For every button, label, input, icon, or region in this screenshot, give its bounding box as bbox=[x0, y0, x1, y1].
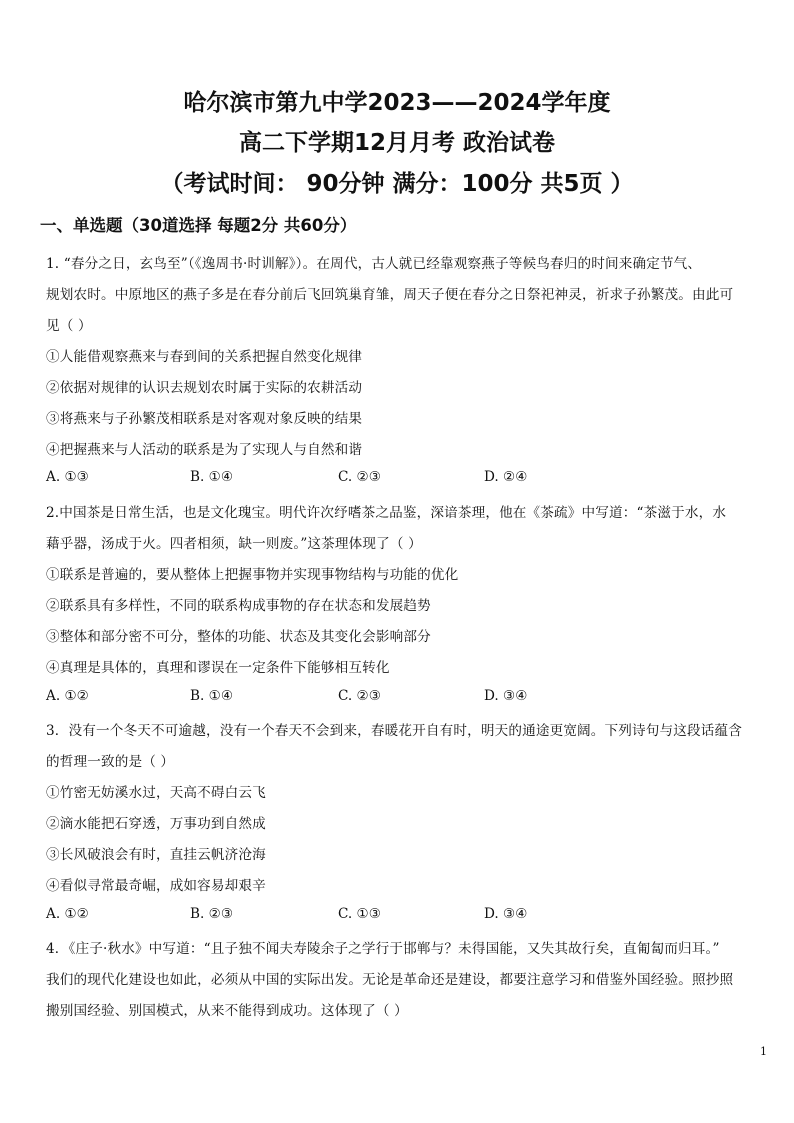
question-1-option-a: A. ①③ bbox=[46, 469, 89, 485]
section-heading: 一、单选题（30道选择 每题2分 共60分） bbox=[40, 216, 357, 235]
question-4-stem-line-2: 我们的现代化建设也如此，必须从中国的实际出发。无论是革命还是建设，都要注意学习和借鉴外国经验。照抄照 bbox=[46, 972, 734, 988]
question-1-item-2: ②依据对规律的认识去规划农时属于实际的农耕活动 bbox=[46, 380, 363, 396]
question-1-stem-line-1: 1. “春分之日，玄鸟至”（《逸周书·时训解》）。在周代，古人就已经靠观察燕子等候鸟春归的时间来确定节气、 bbox=[46, 256, 702, 272]
question-2-option-d: D. ③④ bbox=[484, 688, 528, 704]
question-3-item-3: ③长风破浪会有时，直挂云帆济沧海 bbox=[46, 847, 266, 863]
question-3-option-a: A. ①② bbox=[46, 906, 89, 922]
question-2-stem-line-2: 藉乎器，汤成于火。四者相须，缺一则废。”这茶理体现了（ ） bbox=[46, 536, 422, 552]
exam-title-school-year: 哈尔滨市第九中学2023——2024学年度 bbox=[183, 90, 611, 116]
question-2-item-1: ①联系是普遍的，要从整体上把握事物并实现事物结构与功能的优化 bbox=[46, 567, 459, 583]
question-2-stem-line-1: 2.中国茶是日常生活，也是文化瑰宝。明代许次纾嗜茶之品鉴，深谙茶理，他在《茶疏》中写道：“茶滋于水，水 bbox=[46, 505, 727, 521]
exam-title-subject: 高二下学期12月月考 政治试卷 bbox=[238, 130, 555, 156]
page-number: 1 bbox=[760, 1045, 767, 1058]
question-4-stem-line-3: 搬别国经验、别国模式，从来不能得到成功。这体现了（ ） bbox=[46, 1003, 408, 1019]
question-3-item-2: ②滴水能把石穿透，万事功到自然成 bbox=[46, 816, 266, 832]
question-3-option-c: C. ①③ bbox=[338, 906, 381, 922]
question-1-option-d: D. ②④ bbox=[484, 469, 528, 485]
question-3-option-d: D. ③④ bbox=[484, 906, 528, 922]
question-3-item-1: ①竹密无妨溪水过，天高不碍白云飞 bbox=[46, 785, 266, 801]
question-1-option-c: C. ②③ bbox=[338, 469, 381, 485]
question-1-stem-line-3: 见（ ） bbox=[46, 318, 92, 334]
question-3-stem-line-1: 3．没有一个冬天不可逾越，没有一个春天不会到来，春暖花开自有时，明天的通途更宽阔。下列诗句与这段话蕴含 bbox=[46, 723, 742, 739]
question-1-item-4: ④把握燕来与人活动的联系是为了实现人与自然和谐 bbox=[46, 442, 363, 458]
question-3-stem-line-2: 的哲理一致的是（ ） bbox=[46, 754, 175, 770]
question-1-item-3: ③将燕来与子孙繁茂相联系是对客观对象反映的结果 bbox=[46, 411, 363, 427]
question-3-options bbox=[46, 906, 746, 926]
exam-title-info: （考试时间： 90分钟 满分：100分 共5页 ） bbox=[160, 171, 634, 197]
question-1-option-b: B. ①④ bbox=[190, 469, 234, 485]
question-1-options bbox=[46, 469, 746, 489]
question-2-option-a: A. ①② bbox=[46, 688, 89, 704]
question-2-options bbox=[46, 688, 746, 708]
question-2-item-2: ②联系具有多样性，不同的联系构成事物的存在状态和发展趋势 bbox=[46, 598, 431, 614]
question-1-item-1: ①人能借观察燕来与春到间的关系把握自然变化规律 bbox=[46, 349, 363, 365]
question-2-item-3: ③整体和部分密不可分，整体的功能、状态及其变化会影响部分 bbox=[46, 629, 431, 645]
question-3-option-b: B. ②③ bbox=[190, 906, 234, 922]
question-2-option-b: B. ①④ bbox=[190, 688, 234, 704]
question-2-item-4: ④真理是具体的，真理和谬误在一定条件下能够相互转化 bbox=[46, 660, 390, 676]
question-3-item-4: ④看似寻常最奇崛，成如容易却艰辛 bbox=[46, 878, 266, 894]
question-2-option-c: C. ②③ bbox=[338, 688, 381, 704]
question-1-stem-line-2: 规划农时。中原地区的燕子多是在春分前后飞回筑巢育雏，周天子便在春分之日祭祀神灵，祈求子孙繁茂。由此可 bbox=[46, 287, 734, 303]
question-4-stem-line-1: 4．《庄子·秋水》中写道：“且子独不闻夫寿陵余子之学行于邯郸与？未得国能，又失其故行矣，直匍匐而归耳。” bbox=[46, 941, 720, 957]
